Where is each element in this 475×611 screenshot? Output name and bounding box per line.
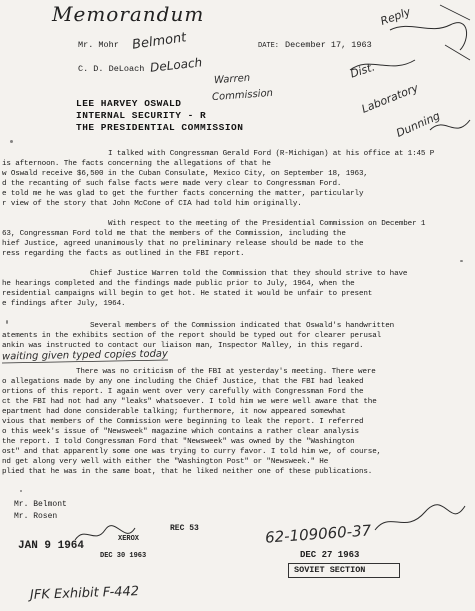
date-label: DATE: [258, 42, 280, 50]
body-line: the report. I told Congressman Ford that "Newsweek" was owned by the "Washington [2, 438, 355, 446]
body-line: ress regarding the facts as outlined in the FBI report. [2, 250, 245, 258]
scan-speck [6, 320, 8, 324]
body-line: ost" and that apparently some one was trying to curry favor. I told him we, of course, [2, 448, 382, 456]
body-line: o allegations made by any one including the Chief Justice, that the FBI had leaked [2, 378, 364, 386]
to-handwriting: Belmont [131, 30, 188, 53]
body-line: Chief Justice Warren told the Commission that they should strive to have [90, 270, 408, 278]
file-number-handwriting: 62-109060-37 [264, 521, 372, 547]
body-line: nd get along very well with either the "Washington Post" or "Newsweek." He [2, 458, 329, 466]
stamp-jan-date: JAN 9 1964 [18, 540, 85, 552]
scan-speck [20, 490, 22, 492]
from-line: C. D. DeLoach [78, 64, 145, 74]
subject-line-1: LEE HARVEY OSWALD [76, 98, 182, 109]
annotation-right-1: Reply [378, 5, 413, 28]
stamp-soviet: SOVIET SECTION [294, 565, 366, 575]
exhibit-handwriting: JFK Exhibit F-442 [29, 584, 140, 603]
body-line: There was no criticism of the FBI at yesterday's meeting. There were [76, 368, 376, 376]
body-line: e told me he was glad to get the further facts concerning the matter, particularly [2, 190, 364, 198]
subject-line-2: INTERNAL SECURITY - R [76, 110, 207, 121]
cc-rosen: Mr. Rosen [14, 512, 58, 521]
body-line: is afternoon. The facts concerning the allegations of that he [2, 160, 271, 168]
stamp-rec: REC 53 [170, 524, 199, 533]
signature-scribble [370, 500, 470, 540]
initials-handwriting: DeLoach [149, 55, 203, 75]
body-line: o this week's issue of "Newsweek" magazine which contains a rather clear analysis [2, 428, 359, 436]
body-line: ct the FBI had not had any "leaks" whatsoever. I told him we were well aware that the [2, 398, 377, 406]
body-line: ortions of this report. I again went over very carefully with Congressman Ford the [2, 388, 364, 396]
margin-insert-handwriting: waiting given typed copies today [1, 348, 169, 363]
scan-speck [10, 140, 13, 143]
body-line: With respect to the meeting of the Presidential Commission on December 1 [108, 220, 426, 228]
cc-belmont: Mr. Belmont [14, 500, 67, 509]
scan-speck [460, 260, 463, 262]
body-line: d the recanting of such false facts were made very clear to Congressman Ford. [2, 180, 342, 188]
body-line: I talked with Congressman Gerald Ford (R-Michigan) at his office at 1:45 P [108, 150, 435, 158]
body-line: residential campaigns will begin to get hot. He stated it would be unfair to present [2, 290, 373, 298]
memo-title: Memorandum [52, 2, 205, 26]
handwritten-scribbles [330, 0, 475, 150]
body-line: hief Justice, agreed unanimously that no preliminary release should be made to the [2, 240, 364, 248]
stamp-dec-27: DEC 27 1963 [300, 550, 360, 560]
body-line: e findings after July, 1964. [2, 300, 126, 308]
initials-scribble [70, 520, 140, 550]
body-line: 63, Congressman Ford told me that the members of the Commission, including the [2, 230, 346, 238]
date-value: December 17, 1963 [285, 40, 372, 50]
body-line: plied that he was in the same boat, that he liked neither one of these publications. [2, 468, 373, 476]
insert-underline [0, 350, 170, 366]
body-line: Several members of the Commission indicated that Oswald's handwritten [90, 322, 395, 330]
body-line: ankin was instructed to contact our liaison man, Inspector Malley, in this regard. [2, 342, 364, 350]
annotation-right-3: Laboratory [359, 81, 421, 116]
body-line: vious that members of the Commission were beginning to leak the report. I referred [2, 418, 364, 426]
to-line: Mr. Mohr [78, 40, 119, 50]
body-line: r view of the story that John McCone of CIA had told him originally. [2, 200, 302, 208]
annotation-right-4: Dunning [394, 109, 443, 140]
subject-line-3: THE PRESIDENTIAL COMMISSION [76, 122, 244, 133]
body-line: epartment had done considerable talking; furthermore, it now appeared somewhat [2, 408, 346, 416]
stamp-xerox: XEROX [118, 535, 140, 543]
body-line: w Oswald receive $6,500 in the Cuban Consulate, Mexico City, on September 18, 1963, [2, 170, 368, 178]
annotation-warren: Warren [213, 72, 251, 87]
stamp-dec-30: DEC 30 1963 [100, 552, 147, 560]
body-line: atements in the exhibits section of the report should be typed out for clearer perusal [2, 332, 382, 340]
annotation-right-2: Dist. [348, 60, 377, 81]
annotation-commission: Commission [211, 87, 274, 104]
body-line: he hearings completed and the findings made public prior to July, 1964, when the [2, 280, 355, 288]
